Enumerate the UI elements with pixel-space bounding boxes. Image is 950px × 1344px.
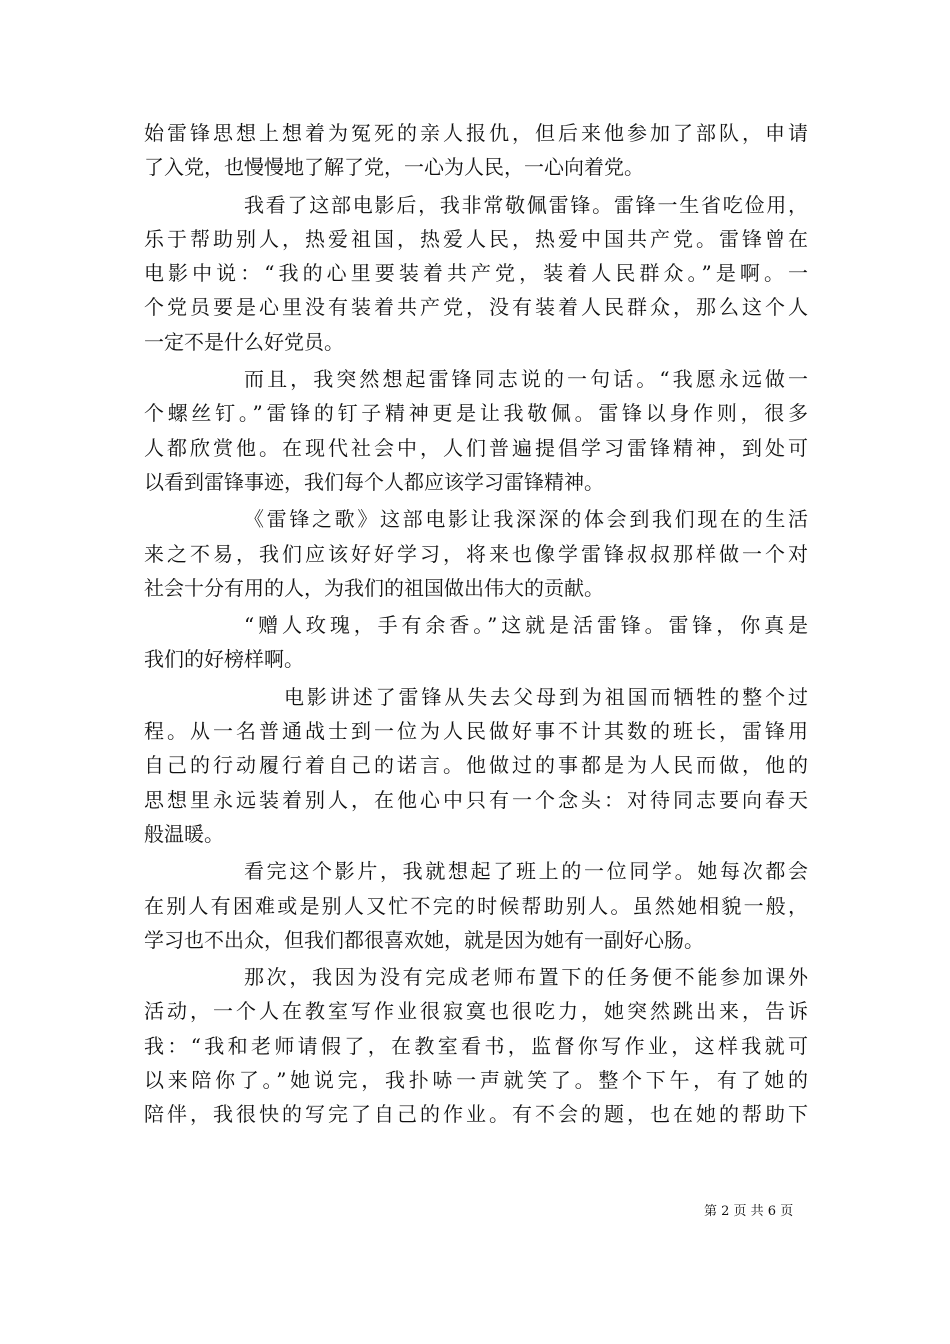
paragraph-line: 了入党，也慢慢地了解了党，一心为人民，一心向着党。 [144,155,644,180]
paragraph [144,116,808,185]
paragraph-line: 始雷锋思想上想着为冤死的亲人报仇，但后来他参加了部队，申请 [144,121,808,145]
paragraph [144,502,808,605]
paragraph-line: 电影中说：“我的心里要装着共产党，装着人民群众。”是啊。一 [144,261,808,286]
paragraph-line: 般温暖。 [144,821,224,846]
paragraph [144,362,808,499]
page-number-footer: 第 2 页 共 6 页 [704,1204,794,1219]
paragraph-line: 程。从一名普通战士到一位为人民做好事不计其数的班长，雷锋用 [144,719,808,744]
paragraph-line: 个螺丝钉。”雷锋的钉子精神更是让我敬佩。雷锋以身作则，很多 [144,401,808,426]
paragraph-line: 陪伴，我很快的写完了自己的作业。有不会的题，也在她的帮助下 [144,1102,808,1127]
paragraph [144,608,808,677]
paragraph [144,680,808,851]
paragraph-line: 《雷锋之歌》这部电影让我深深的体会到我们现在的生活 [244,507,808,532]
paragraph-line: 人都欣赏他。在现代社会中，人们普遍提倡学习雷锋精神，到处可 [144,435,808,460]
paragraph-line: 自己的行动履行着自己的诺言。他做过的事都是为人民而做，他的 [144,753,808,778]
paragraph-line: 学习也不出众，但我们都很喜欢她，就是因为她有一副好心肠。 [144,927,704,952]
paragraph-line: 一定不是什么好党员。 [144,329,344,354]
paragraph-line: 而且，我突然想起雷锋同志说的一句话。“我愿永远做一 [244,367,808,392]
paragraph-line: 在别人有困难或是别人又忙不完的时候帮助别人。虽然她相貌一般， [144,893,808,918]
paragraph [144,188,808,359]
paragraph-line: 我们的好榜样啊。 [144,647,304,672]
paragraph-line: 我看了这部电影后，我非常敬佩雷锋。雷锋一生省吃俭用， [244,192,808,217]
paragraph-line: 来之不易，我们应该好好学习，将来也像学雷锋叔叔那样做一个对 [144,541,808,566]
document-body [144,116,808,1132]
paragraph-line: 以看到雷锋事迹，我们每个人都应该学习雷锋精神。 [144,469,604,494]
paragraph-line: 社会十分有用的人，为我们的祖国做出伟大的贡献。 [144,575,604,600]
paragraph-line: 以来陪你了。”她说完，我扑哧一声就笑了。整个下午，有了她的 [144,1068,808,1093]
paragraph-line: 我：“我和老师请假了，在教室看书，监督你写作业，这样我就可 [144,1033,808,1058]
paragraph-line: 个党员要是心里没有装着共产党，没有装着人民群众，那么这个人 [144,295,808,320]
paragraph-line: 看完这个影片，我就想起了班上的一位同学。她每次都会 [244,859,808,884]
paragraph-line: 活动，一个人在教室写作业很寂寞也很吃力，她突然跳出来，告诉 [144,999,808,1024]
paragraph-line: 那次，我因为没有完成老师布置下的任务便不能参加课外 [244,965,808,990]
paragraph [144,854,808,957]
paragraph [144,960,808,1131]
paragraph-line: “赠人玫瑰，手有余香。”这就是活雷锋。雷锋，你真是 [244,613,808,638]
paragraph-line: 乐于帮助别人，热爱祖国，热爱人民，热爱中国共产党。雷锋曾在 [144,226,808,251]
paragraph-line: 思想里永远装着别人，在他心中只有一个念头：对待同志要向春天 [144,787,808,812]
paragraph-line: 电影讲述了雷锋从失去父母到为祖国而牺牲的整个过 [284,684,808,709]
